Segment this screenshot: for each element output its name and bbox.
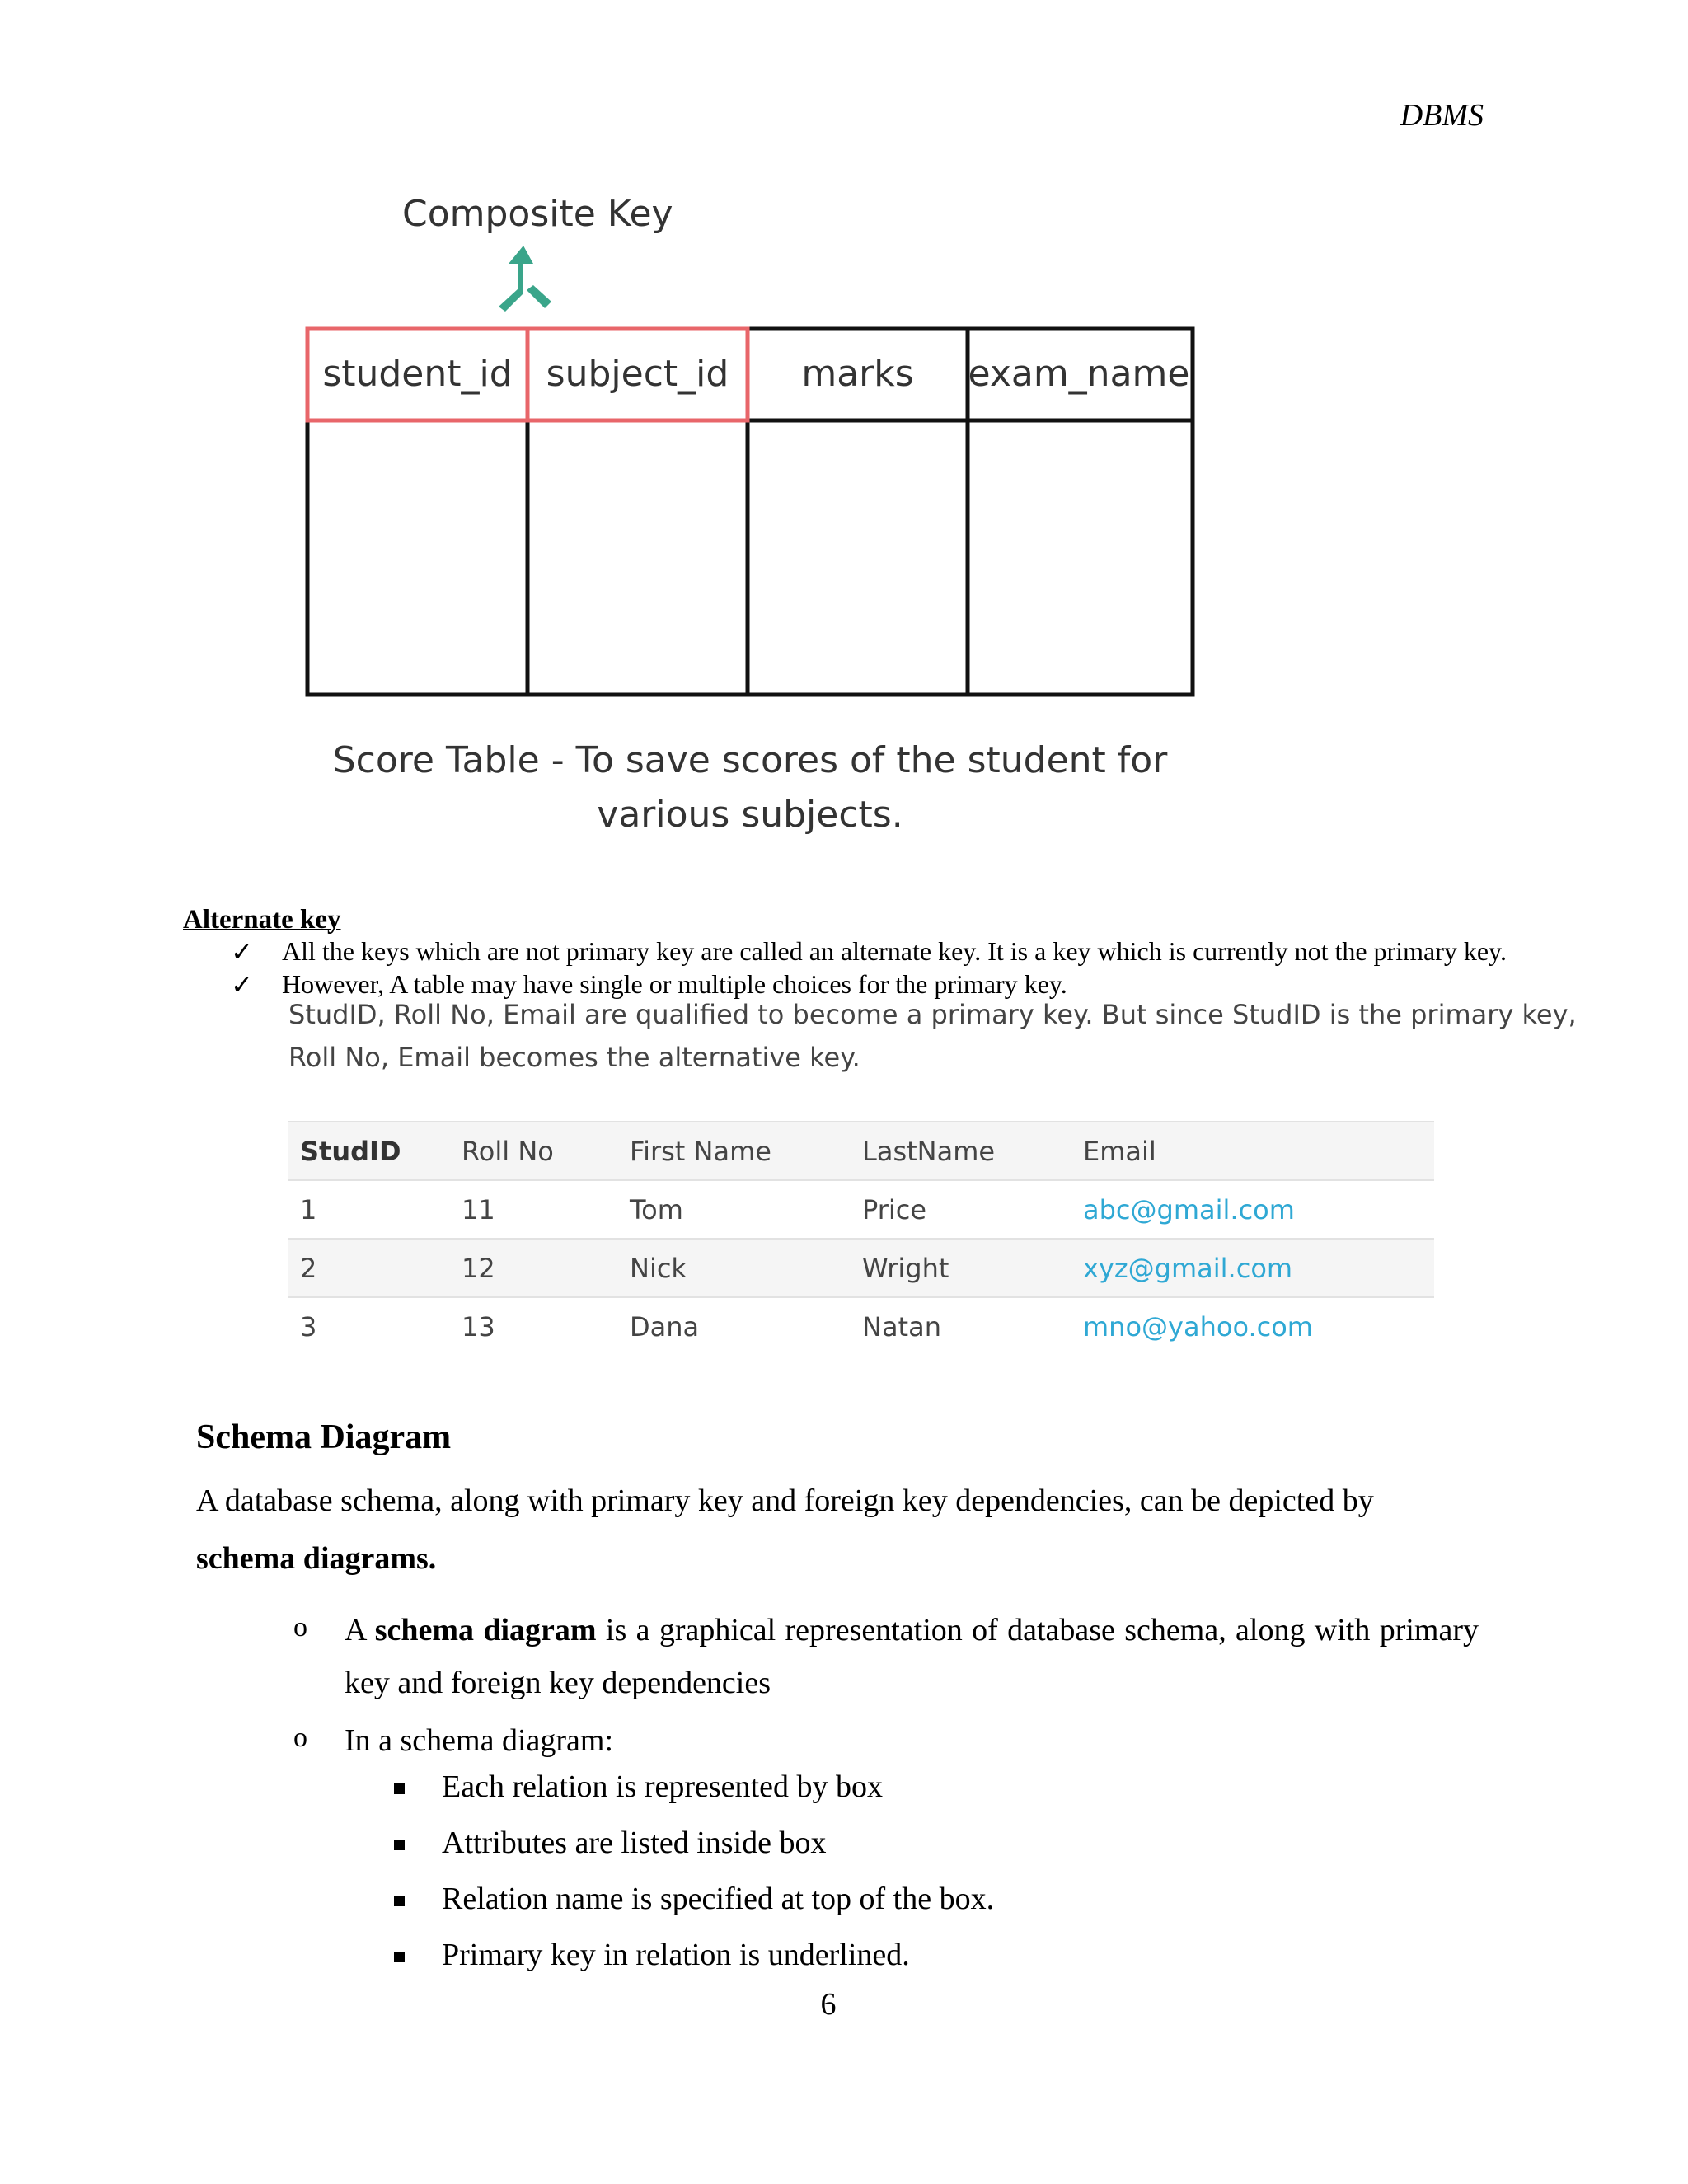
merge-arrow-icon [490, 239, 565, 313]
running-header: DBMS [1400, 98, 1484, 133]
table-cell: 11 [450, 1180, 618, 1239]
caption-line-2: various subjects. [597, 794, 903, 836]
check-item-text: However, A table may have single or multiple choices for the primary key. [282, 969, 1067, 999]
column-exam-name: exam_name [968, 352, 1190, 395]
sub-item: Each relation is represented by box [442, 1769, 883, 1804]
column-subject-id: subject_id [546, 352, 729, 395]
table-header-cell: Roll No [450, 1122, 618, 1180]
square-bullet-icon [394, 1896, 405, 1906]
check-item-text: All the keys which are not primary key are called an alternate key. It is a key which is currently not the primary key. [282, 936, 1507, 966]
table-row [288, 1239, 1434, 1297]
checkmark-icon: ✓ [231, 970, 253, 1000]
sub-item: Primary key in relation is underlined. [442, 1938, 910, 1972]
table-cell: 3 [288, 1297, 450, 1356]
table-cell: 13 [450, 1297, 618, 1356]
bullet-1-bold: schema diagram [374, 1613, 597, 1647]
page-number: 6 [820, 1987, 837, 2022]
alternate-key-note-line-1: StudID, Roll No, Email are qualified to become a primary key. But since StudID is the primary key, [288, 999, 1577, 1030]
alternate-key-note-line-2: Roll No, Email becomes the alternative key. [288, 1042, 860, 1073]
column-student-id: student_id [322, 352, 513, 395]
table-header-row [288, 1122, 1434, 1180]
student-table [288, 1121, 1434, 1356]
table-row [288, 1297, 1434, 1356]
table-row [288, 1180, 1434, 1239]
table-cell: Nick [618, 1239, 851, 1297]
checkmark-icon: ✓ [231, 937, 253, 967]
square-bullet-icon [394, 1783, 405, 1794]
sub-item: Relation name is specified at top of the box. [442, 1882, 995, 1916]
bullet-1-rest: is a graphical representation of database schema, along with primary key and foreign key dependencies [345, 1613, 1479, 1700]
schema-paragraph [196, 1472, 1479, 1587]
alternate-key-heading: Alternate key [183, 905, 341, 935]
table-cell: Natan [851, 1297, 1071, 1356]
composite-key-title: Composite Key [402, 193, 673, 235]
column-marks: marks [801, 352, 914, 395]
check-item-1 [231, 936, 1507, 968]
schema-paragraph-text: A database schema, along with primary key and foreign key dependencies, can be depicted by [196, 1483, 1374, 1518]
table-cell: 1 [288, 1180, 450, 1239]
table-cell: Tom [618, 1180, 851, 1239]
table-header-cell: StudID [288, 1122, 450, 1180]
bullet-1-prefix: A [345, 1613, 366, 1647]
bullet-item-2: In a schema diagram: [345, 1723, 614, 1758]
table-header-cell: First Name [618, 1122, 851, 1180]
check-item-2 [231, 969, 1067, 1001]
schema-paragraph-bold: schema diagrams. [196, 1541, 437, 1576]
table-cell: 12 [450, 1239, 618, 1297]
email-link[interactable]: xyz@gmail.com [1071, 1239, 1434, 1297]
bullet-item-1 [345, 1604, 1479, 1709]
table-cell: 2 [288, 1239, 450, 1297]
table-cell: Wright [851, 1239, 1071, 1297]
square-bullet-icon [394, 1840, 405, 1850]
table-header-cell: LastName [851, 1122, 1071, 1180]
table-cell: Dana [618, 1297, 851, 1356]
sub-item: Attributes are listed inside box [442, 1825, 827, 1860]
caption-line-1: Score Table - To save scores of the student for [332, 739, 1168, 781]
bullet-marker: o [293, 1612, 307, 1643]
schema-heading: Schema Diagram [196, 1418, 452, 1456]
figure-caption [305, 733, 1195, 842]
bullet-marker: o [293, 1722, 307, 1753]
email-link[interactable]: mno@yahoo.com [1071, 1297, 1434, 1356]
table-header-cell: Email [1071, 1122, 1434, 1180]
email-link[interactable]: abc@gmail.com [1071, 1180, 1434, 1239]
table-cell: Price [851, 1180, 1071, 1239]
square-bullet-icon [394, 1952, 405, 1962]
